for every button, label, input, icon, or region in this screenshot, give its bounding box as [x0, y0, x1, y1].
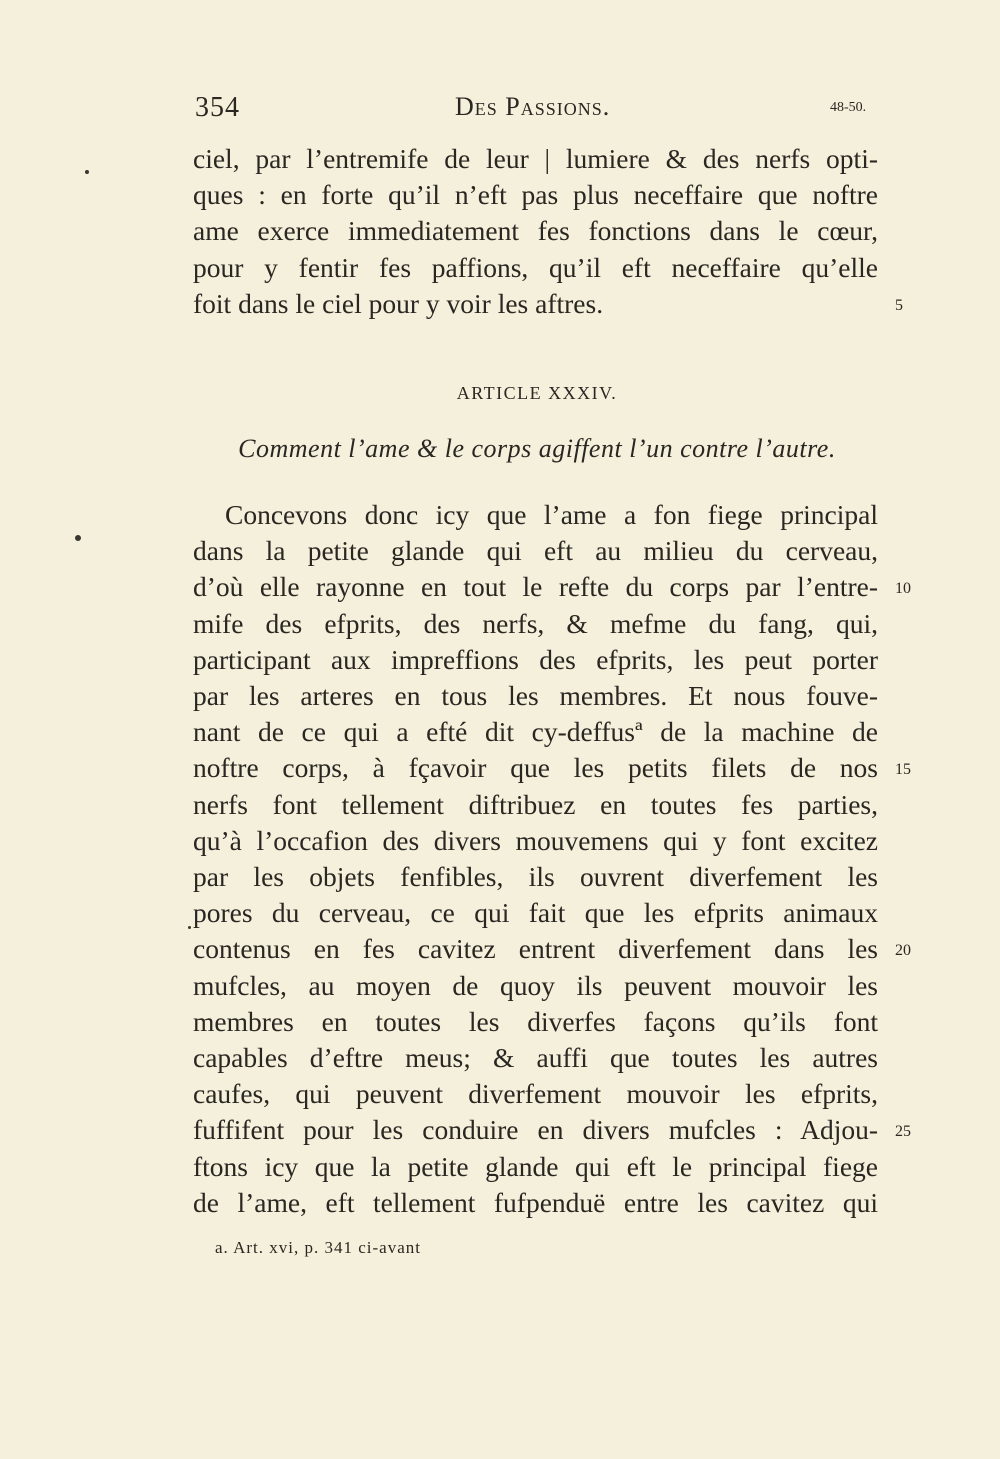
- text-line: mufcles, au moyen de quoy ils peuvent mouvoir les: [193, 969, 878, 1001]
- text-line: mife des efprits, des nerfs, & mefme du fang, qui,: [193, 607, 878, 639]
- article-heading: ARTICLE XXXIV.: [456, 383, 618, 403]
- text-line: ciel, par l’entremife de leur | lumiere & des nerfs opti-: [193, 143, 878, 174]
- speck-mark: [85, 170, 89, 174]
- text-line: dans la petite glande qui eft au milieu du cerveau,: [193, 535, 878, 567]
- text-line: noftre corps, à fçavoir que les petits filets de nos: [193, 752, 878, 784]
- text-line: capables d’eftre meus; & auffi que toutes les autres: [193, 1042, 878, 1073]
- text-line: ftons icy que la petite glande qui eft le principal fiege: [193, 1150, 878, 1182]
- text-line: Concevons donc icy que l’ame a fon fiege principal: [225, 499, 878, 530]
- page-number: 354: [195, 92, 240, 123]
- line-number: 20: [895, 942, 911, 960]
- text-line: d’où elle rayonne en tout le refte du corps par l’entre-: [193, 571, 878, 603]
- text-line: pour y fentir fes paffions, qu’il eft neceffaire qu’elle: [193, 251, 878, 283]
- section-reference: 48-50.: [830, 100, 867, 115]
- text-line: de l’ame, eft tellement fufpenduë entre les cavitez qui: [193, 1186, 878, 1218]
- text-line: par les arteres en tous les membres. Et nous fouve-: [193, 680, 878, 711]
- line-number: 10: [895, 580, 911, 598]
- text-line: qu’à l’occafion des divers mouvemens qui y font excitez: [193, 824, 878, 856]
- text-line: participant aux impreffions des efprits, les peut porter: [193, 643, 878, 675]
- article-title: Comment l’ame & le corps agiffent l’un contre l’autre.: [238, 434, 836, 463]
- text-line: caufes, qui peuvent diverfement mouvoir les efprits,: [193, 1078, 878, 1110]
- page-header: [0, 92, 1000, 126]
- text-line: ques : en forte qu’il n’eft pas plus neceffaire que noftre: [193, 179, 878, 211]
- line-number: 25: [895, 1123, 911, 1141]
- text-line: contenus en fes cavitez entrent diverfement dans les: [193, 933, 878, 965]
- text-line: nant de ce qui a efté dit cy-deffusª de la machine de: [193, 716, 878, 748]
- text-line: nerfs font tellement diftribuez en toutes fes parties,: [193, 788, 878, 820]
- line-number: 5: [895, 296, 903, 314]
- text-line: par les objets fenfibles, ils ouvrent diverfement les: [193, 861, 878, 892]
- text-line: ame exerce immediatement fes fonctions dans le cœur,: [193, 215, 878, 247]
- text-line: fuffifent pour les conduire en divers mufcles : Adjou-: [193, 1114, 878, 1146]
- text-line: membres en toutes les diverfes façons qu’ils font: [193, 1005, 878, 1037]
- text-line: pores du cerveau, ce qui fait que les efprits animaux: [193, 897, 878, 929]
- speck-mark: [188, 926, 191, 929]
- footnote: a. Art. xvi, p. 341 ci-avant: [215, 1238, 421, 1257]
- running-title: Des Passions.: [455, 92, 611, 121]
- text-line: foit dans le ciel pour y voir les aftres.: [193, 287, 604, 319]
- speck-mark: [75, 535, 81, 541]
- line-number: 15: [895, 761, 911, 779]
